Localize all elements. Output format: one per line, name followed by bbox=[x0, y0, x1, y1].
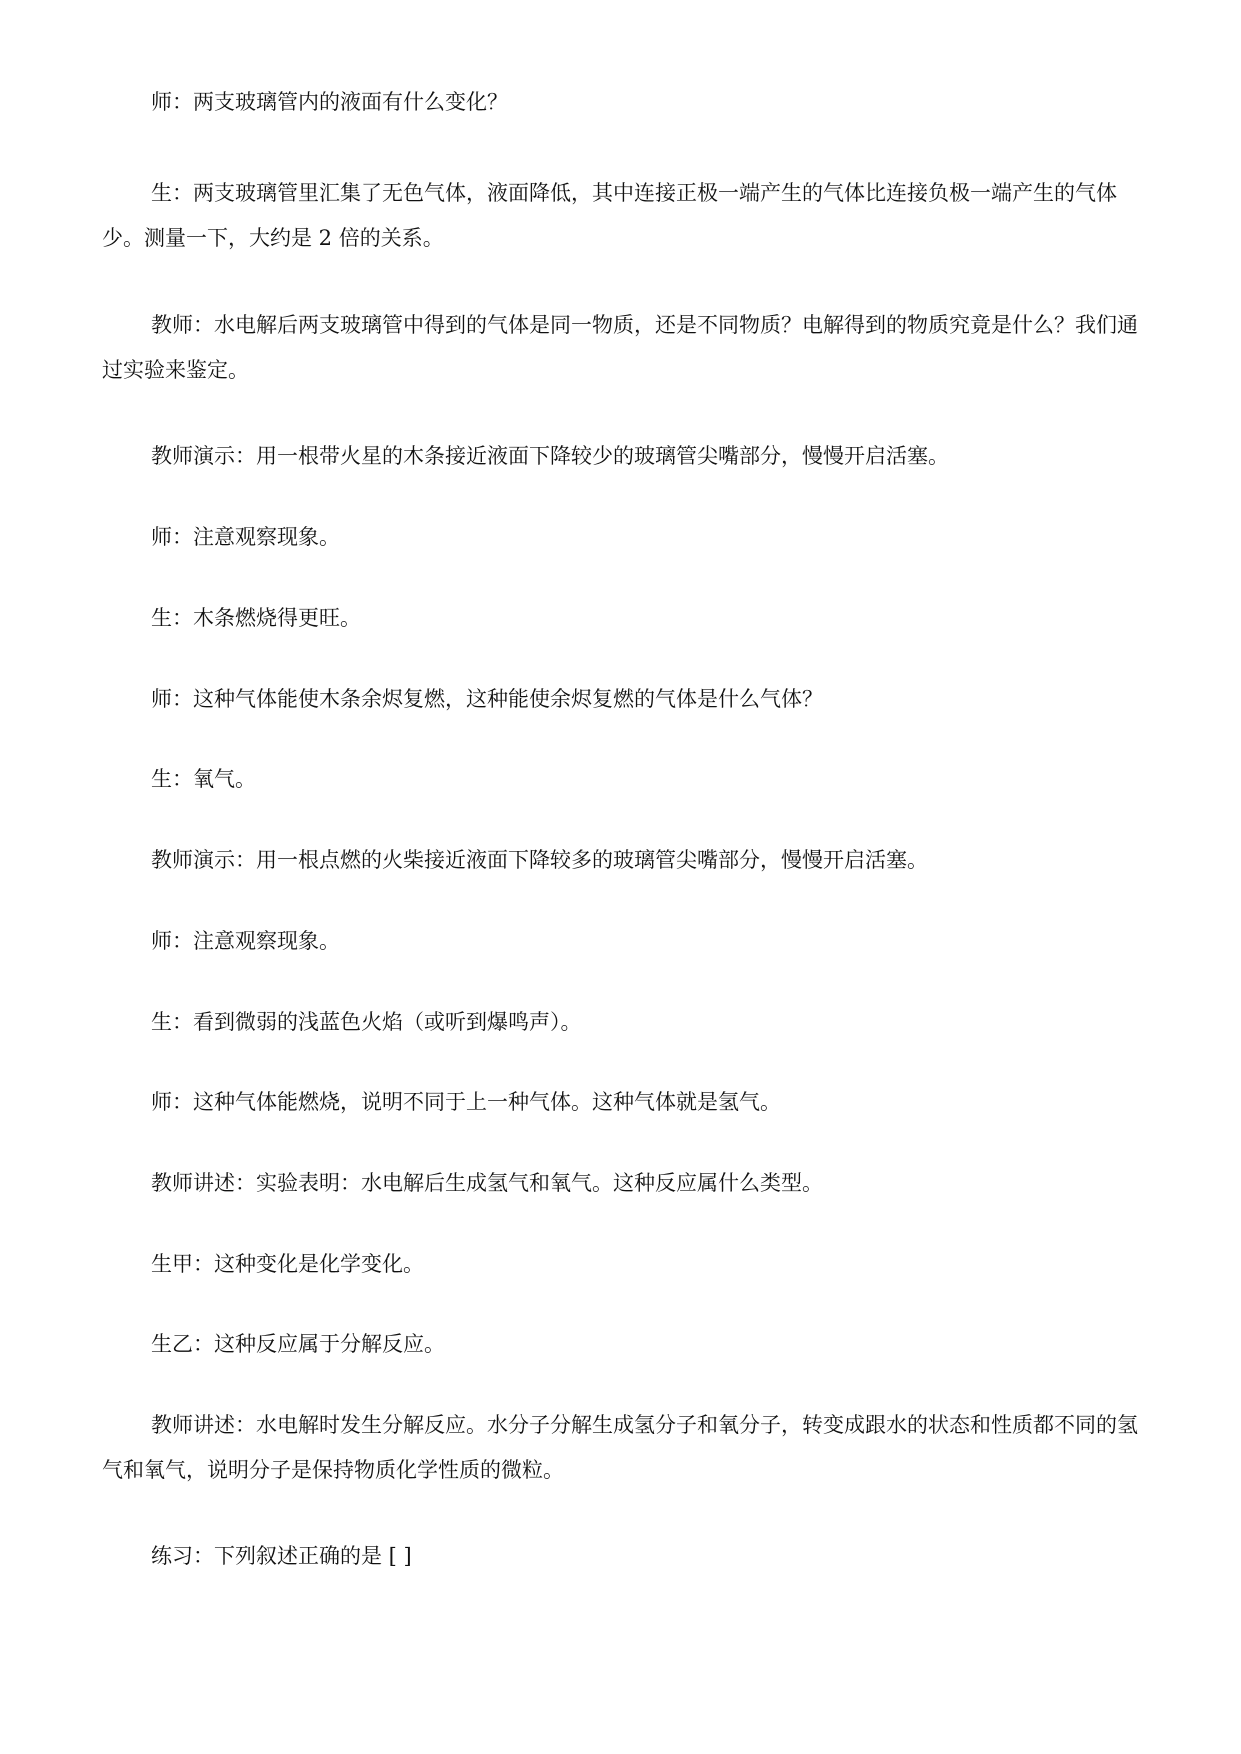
paragraph-student-splint-burns: 生：木条燃烧得更旺。 bbox=[151, 606, 361, 630]
paragraph-observe-2: 师：注意观察现象。 bbox=[151, 929, 340, 953]
paragraph-demo-glowing-splint: 教师演示：用一根带火星的木条接近液面下降较少的玻璃管尖嘴部分，慢慢开启活塞。 bbox=[151, 444, 949, 468]
paragraph-teacher-question-liquid-level: 师：两支玻璃管内的液面有什么变化？ bbox=[151, 90, 508, 114]
paragraph-teacher-conclusion: 教师讲述：水电解时发生分解反应。水分子分解生成氢分子和氧分子，转变成跟水的状态和性质都不同的氢气和氧气，说明分子是保持物质化学性质的微粒。 bbox=[102, 1413, 1138, 1482]
paragraph-teacher-which-gas: 师：这种气体能使木条余烬复燃，这种能使余烬复燃的气体是什么气体？ bbox=[151, 687, 823, 711]
paragraph-teacher-reaction-type: 教师讲述：实验表明：水电解后生成氢气和氧气。这种反应属什么类型。 bbox=[151, 1171, 823, 1195]
paragraph-teacher-hydrogen: 师：这种气体能燃烧，说明不同于上一种气体。这种气体就是氢气。 bbox=[151, 1090, 781, 1114]
paragraph-student-a-chemical-change: 生甲：这种变化是化学变化。 bbox=[151, 1252, 424, 1276]
paragraph-observe-1: 师：注意观察现象。 bbox=[151, 525, 340, 549]
paragraph-student-blue-flame: 生：看到微弱的浅蓝色火焰（或听到爆鸣声）。 bbox=[151, 1010, 582, 1034]
paragraph-exercise: 练习：下列叙述正确的是 [ ] bbox=[151, 1544, 412, 1568]
paragraph-teacher-identify-substance: 教师：水电解后两支玻璃管中得到的气体是同一物质，还是不同物质？电解得到的物质究竟是什么？我们通过实验来鉴定。 bbox=[102, 313, 1138, 382]
paragraph-student-answer-gas-volume: 生：两支玻璃管里汇集了无色气体，液面降低，其中连接正极一端产生的气体比连接负极一端产生的气体少。测量一下，大约是 2 倍的关系。 bbox=[102, 181, 1117, 250]
paragraph-student-b-decomposition: 生乙：这种反应属于分解反应。 bbox=[151, 1332, 445, 1356]
paragraph-student-oxygen: 生：氧气。 bbox=[151, 767, 256, 791]
paragraph-demo-lit-match: 教师演示：用一根点燃的火柴接近液面下降较多的玻璃管尖嘴部分，慢慢开启活塞。 bbox=[151, 848, 928, 872]
